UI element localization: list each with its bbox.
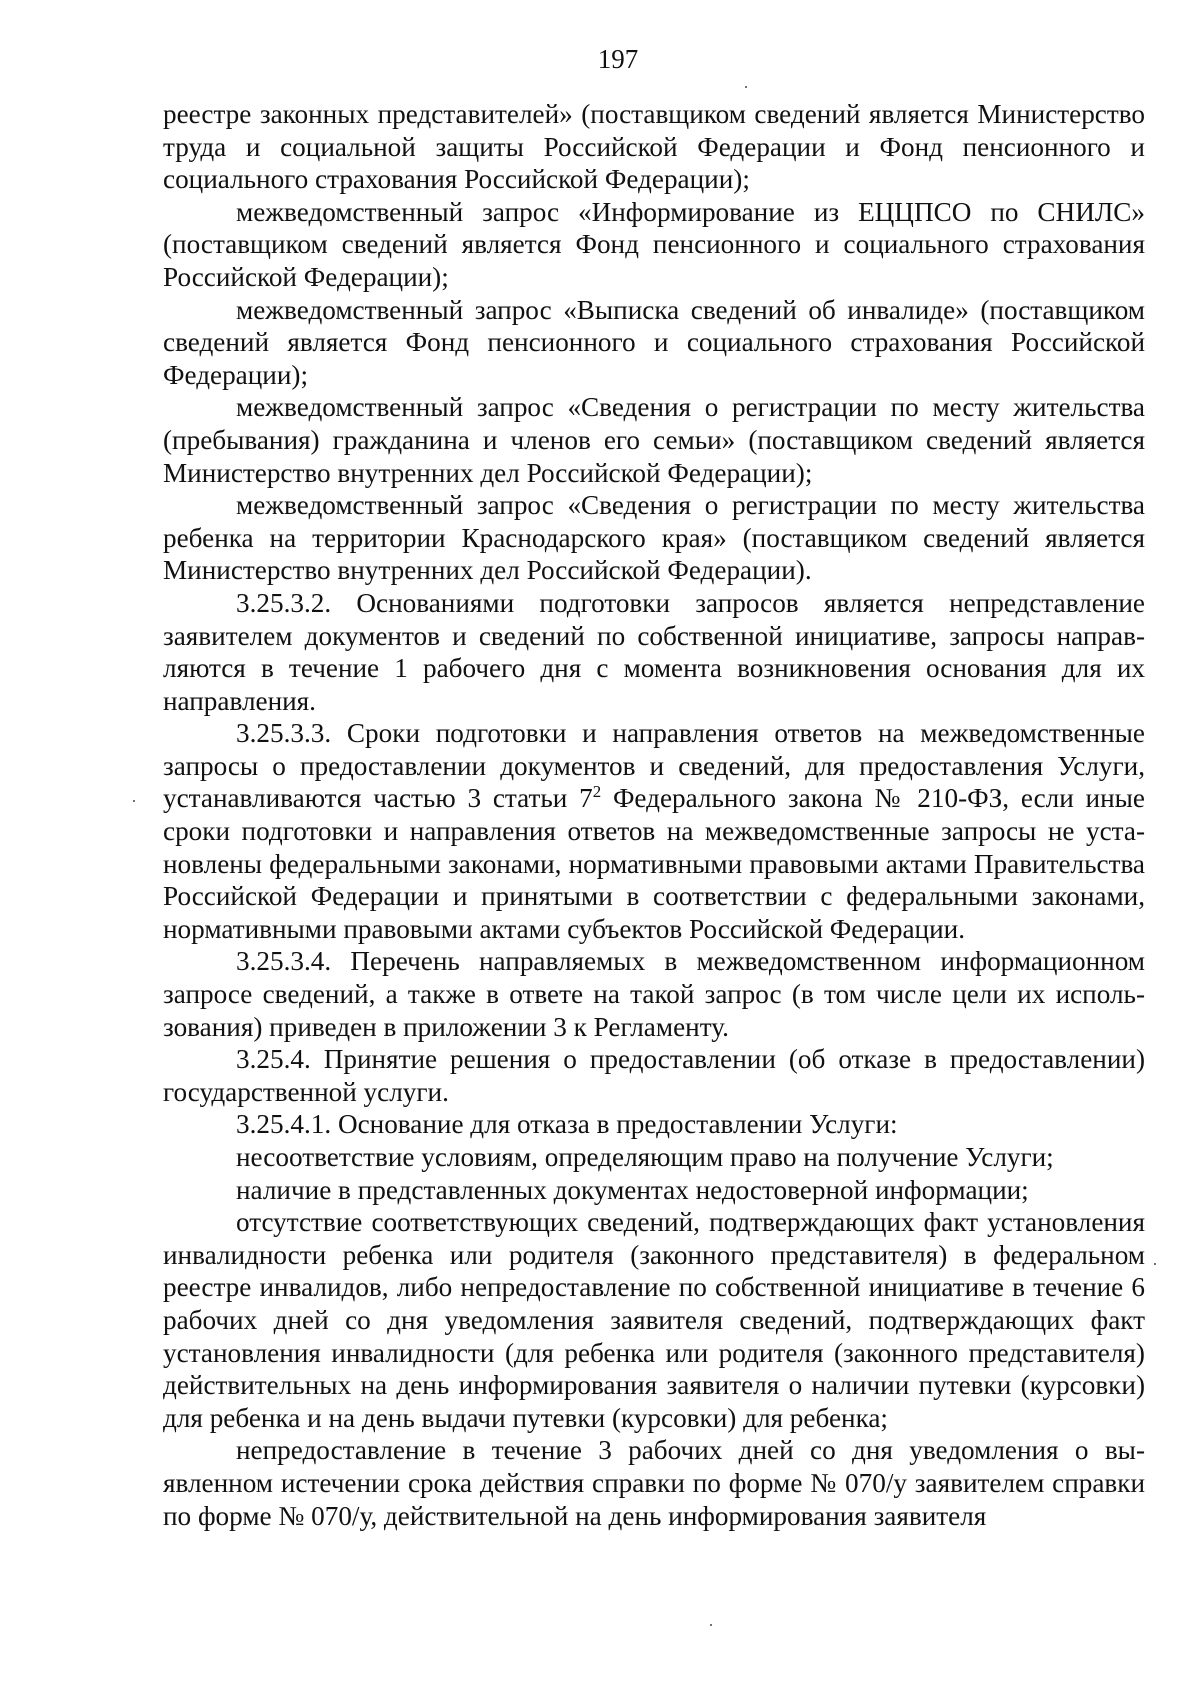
scan-speck	[710, 1624, 712, 1626]
paragraph: наличие в представленных документах недостоверной информации;	[236, 1174, 1029, 1205]
paragraph: реестре законных представителей» (поставщиком сведений является Министерство труда и социальной защиты Российской Федерации и Фонд пенсионного и социального страхования Российской Федерации);	[163, 99, 1145, 195]
paragraph: 3.25.4. Принятие решения о предоставлении (об отказе в предоставлении) государственной услуги.	[163, 1044, 1145, 1107]
paragraph: 3.25.3.4. Перечень направляемых в межведомственном информационном запросе сведений, а также в ответе на такой запрос (в том числе цели их использования) приведен в приложении 3 к Регламенту.	[163, 946, 1145, 1042]
page-number: 197	[597, 44, 639, 74]
paragraph: 3.25.4.1. Основание для отказа в предоставлении Услуги:	[236, 1109, 898, 1140]
scan-speck	[1154, 1263, 1156, 1265]
paragraph: непредоставление в течение 3 рабочих дней со дня уведомления о выявленном истечении срока действия справки по форме № 070/у заявителем справки по форме № 070/у, действительной на день информирования заявителя	[163, 1435, 1145, 1531]
paragraph-text: Федерального закона № 210-ФЗ, если иные сроки подготовки и направления ответов на межведомственные запросы не установлены федеральными законами, нормативными правовыми актами Правительства Российской Федерации и принятыми в соответствии с федеральными законами, нормативными правовыми актами субъектов Российской Федерации.	[163, 783, 1145, 944]
scan-speck	[133, 800, 135, 802]
scan-speck	[745, 86, 747, 88]
paragraph: несоответствие условиям, определяющим право на получение Услуги;	[236, 1142, 1054, 1172]
paragraph: межведомственный запрос «Информирование из ЕЦЦПСО по СНИЛС» (поставщиком сведений является Фонд пенсионного и социального страхования Российской Федерации);	[163, 196, 1145, 292]
paragraph: отсутствие соответствующих сведений, подтверждающих факт установления инвалидности ребенка или родителя (законного представителя) в федеральном реестре инвалидов, либо непредоставление по собственной инициативе в течение 6 рабочих дней со дня уведомления заявителя сведений, подтверждающих факт установления инвалидности (для ребенка или родителя (законного представителя) действительных на день информирования заявителя о наличии путевки (курсовки) для ребенка и на день выдачи путевки (курсовки) для ребенка;	[163, 1207, 1145, 1433]
paragraph: межведомственный запрос «Выписка сведений об инвалиде» (поставщиком сведений является Фонд пенсионного и социального страхования Российской Федерации);	[163, 294, 1145, 390]
paragraph: межведомственный запрос «Сведения о регистрации по месту жительства (пребывания) гражданина и членов его семьи» (поставщиком сведений является Министерство внутренних дел Российской Федерации);	[163, 392, 1145, 488]
document-body	[163, 98, 1145, 1532]
paragraph-text: 3.25.3.3. Сроки подготовки и направления ответов на межведомственные запросы о предоставлении документов и сведений, для предоставления Услуги, устанавливаются частью 3 статьи 7	[163, 718, 1145, 814]
paragraph	[163, 717, 1145, 945]
paragraph: 3.25.3.2. Основаниями подготовки запросов является непредставление заявителем документов и сведений по собственной инициативе, запросы направляются в течение 1 рабочего дня с момента возникновения основания для их направления.	[163, 587, 1145, 716]
superscript: 2	[592, 782, 602, 802]
paragraph: межведомственный запрос «Сведения о регистрации по месту жительства ребенка на территории Краснодарского края» (поставщиком сведений является Министерство внутренних дел Российской Федерации).	[163, 490, 1145, 586]
